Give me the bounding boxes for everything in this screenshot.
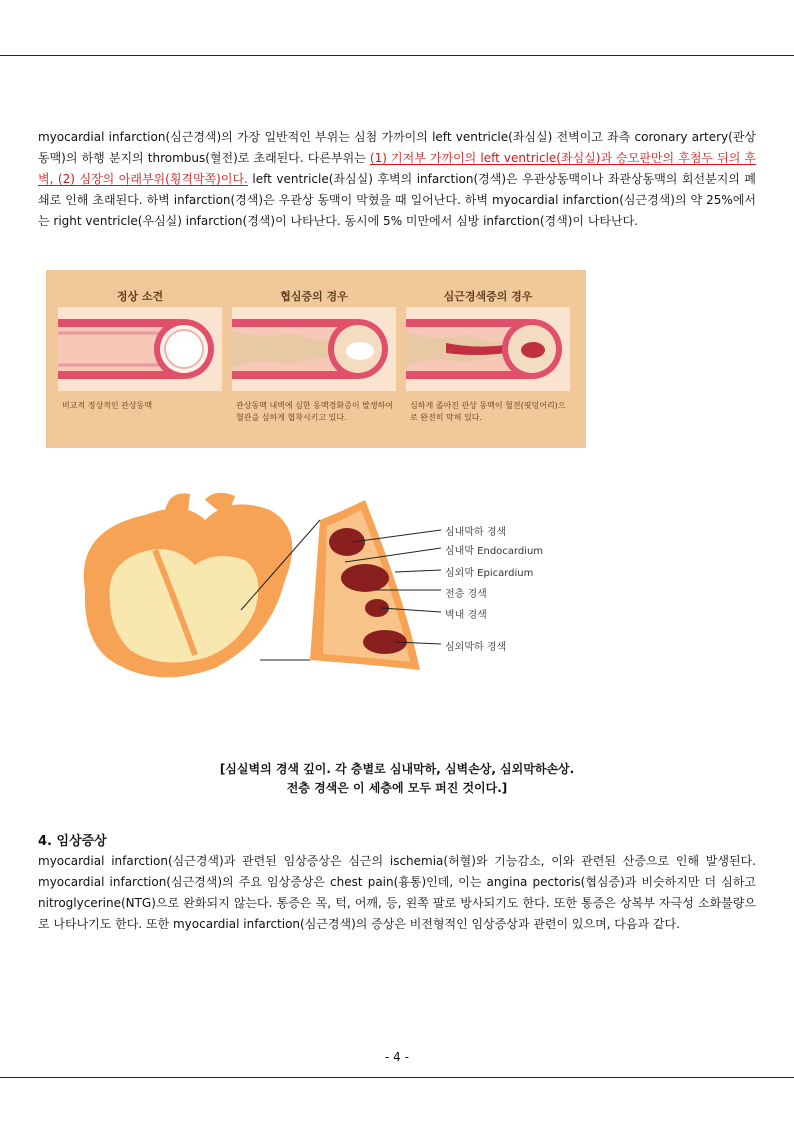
panel-title-normal: 정상 소견 <box>116 290 164 303</box>
panel-caption-angina: 관상동맥 내벽에 심한 동맥경화증이 발생하여 혈관을 심하게 협착시키고 있다. <box>236 401 394 422</box>
header-rule <box>0 55 794 56</box>
panel-angina <box>228 270 400 448</box>
normal-artery-illustration <box>58 307 222 391</box>
coronary-artery-figure <box>46 270 586 448</box>
heart-wall-figure <box>55 490 585 690</box>
figure-caption <box>0 760 794 798</box>
label-transmural-infarct: 전층 경색 <box>445 589 487 600</box>
angina-artery-illustration <box>232 307 396 391</box>
label-subendocardial-infarct: 심내막하 경색 <box>445 527 507 538</box>
label-subepicardial-infarct: 심외막하 경색 <box>445 642 507 653</box>
panel-title-angina: 협심증의 경우 <box>280 290 348 303</box>
panel-caption-infarction: 심하게 좁아진 관상 동맥이 혈전(핏덩어리)으로 완전히 막혀 있다. <box>410 401 566 422</box>
body-paragraph-2: myocardial infarction(심근경색)과 관련된 임상증상은 심근의 ischemia(허혈)와 기능감소, 이와 관련된 산증으로 인해 발생된다. myocardial infarction(심근경색)의 주요 임상증상은 chest pain(흉통)인데, 이는 angina pectoris(협심증)과 비슷하지만 더 심하고 nitroglycerine(NTG)으로 완화되지 않는다. 통증은 목, 턱, 어깨, 등, 왼쪽 팔로 방사되기도 한다. 또한 통증은 상복부 자극성 소화불량으로 나타나기도 한다. 또한 myocardial infarction(심근경색)의 증상은 비전형적인 임상증상과 관련이 있으며, 다음과 같다. <box>38 854 756 931</box>
panel-normal <box>54 270 226 448</box>
section-heading: 4. 임상증상 <box>38 834 107 849</box>
page-number: - 4 - <box>385 1050 409 1064</box>
label-epicardium: 심외막 Epicardium <box>445 568 534 579</box>
label-intramural-infarct: 벽내 경색 <box>445 610 487 621</box>
caption-line-1: [심실벽의 경색 깊이. 각 층별로 심내막하, 심벽손상, 심외막하손상. <box>219 762 575 776</box>
panel-caption-normal: 비교적 정상적인 관상동맥 <box>62 401 153 410</box>
label-endocardium: 심내막 Endocardium <box>445 546 544 557</box>
panel-title-infarction: 심근경색증의 경우 <box>443 290 533 303</box>
footer-rule <box>0 1077 794 1078</box>
paragraph-1-text-b: left ventricle(좌심실) 후벽의 infarction(경색)은 우관상동맥이나 좌관상동맥의 회선분지의 폐쇄로 인해 초래된다. 하벽 infarction(경색)은 우관상 동맥이 막혔을 때 일어난다. 하벽 myocardial infarction(심근경색)의 약 25%에서는 right ventricle(우심실) infarction(경색)이 나타난다. 동시에 5% 미만에서 심방 infarction(경색)이 나타난다. <box>38 172 756 228</box>
body-paragraph-1 <box>38 127 756 232</box>
paragraph-1-text-a: myocardial infarction(심근경색)의 가장 일반적인 부위는 심첨 가까이의 left ventricle(좌심실) 전벽이고 좌측 coronary artery(관상동맥)의 하행 분지의 thrombus(혈전)로 초래된다. 다른부위는 <box>38 130 756 165</box>
panel-infarction <box>402 270 574 448</box>
highlighted-text: (1) 기저부 가까이의 left ventricle(좌심실)과 승모판만의 후첨두 뒤의 후벽, (2) 심장의 아래부위(횡격막쪽)이다. <box>38 151 757 186</box>
caption-line-2: 전층 경색은 이 세층에 모두 퍼진 것이다.] <box>286 781 508 795</box>
infarction-artery-illustration <box>406 307 570 391</box>
heart-illustration <box>55 490 585 690</box>
